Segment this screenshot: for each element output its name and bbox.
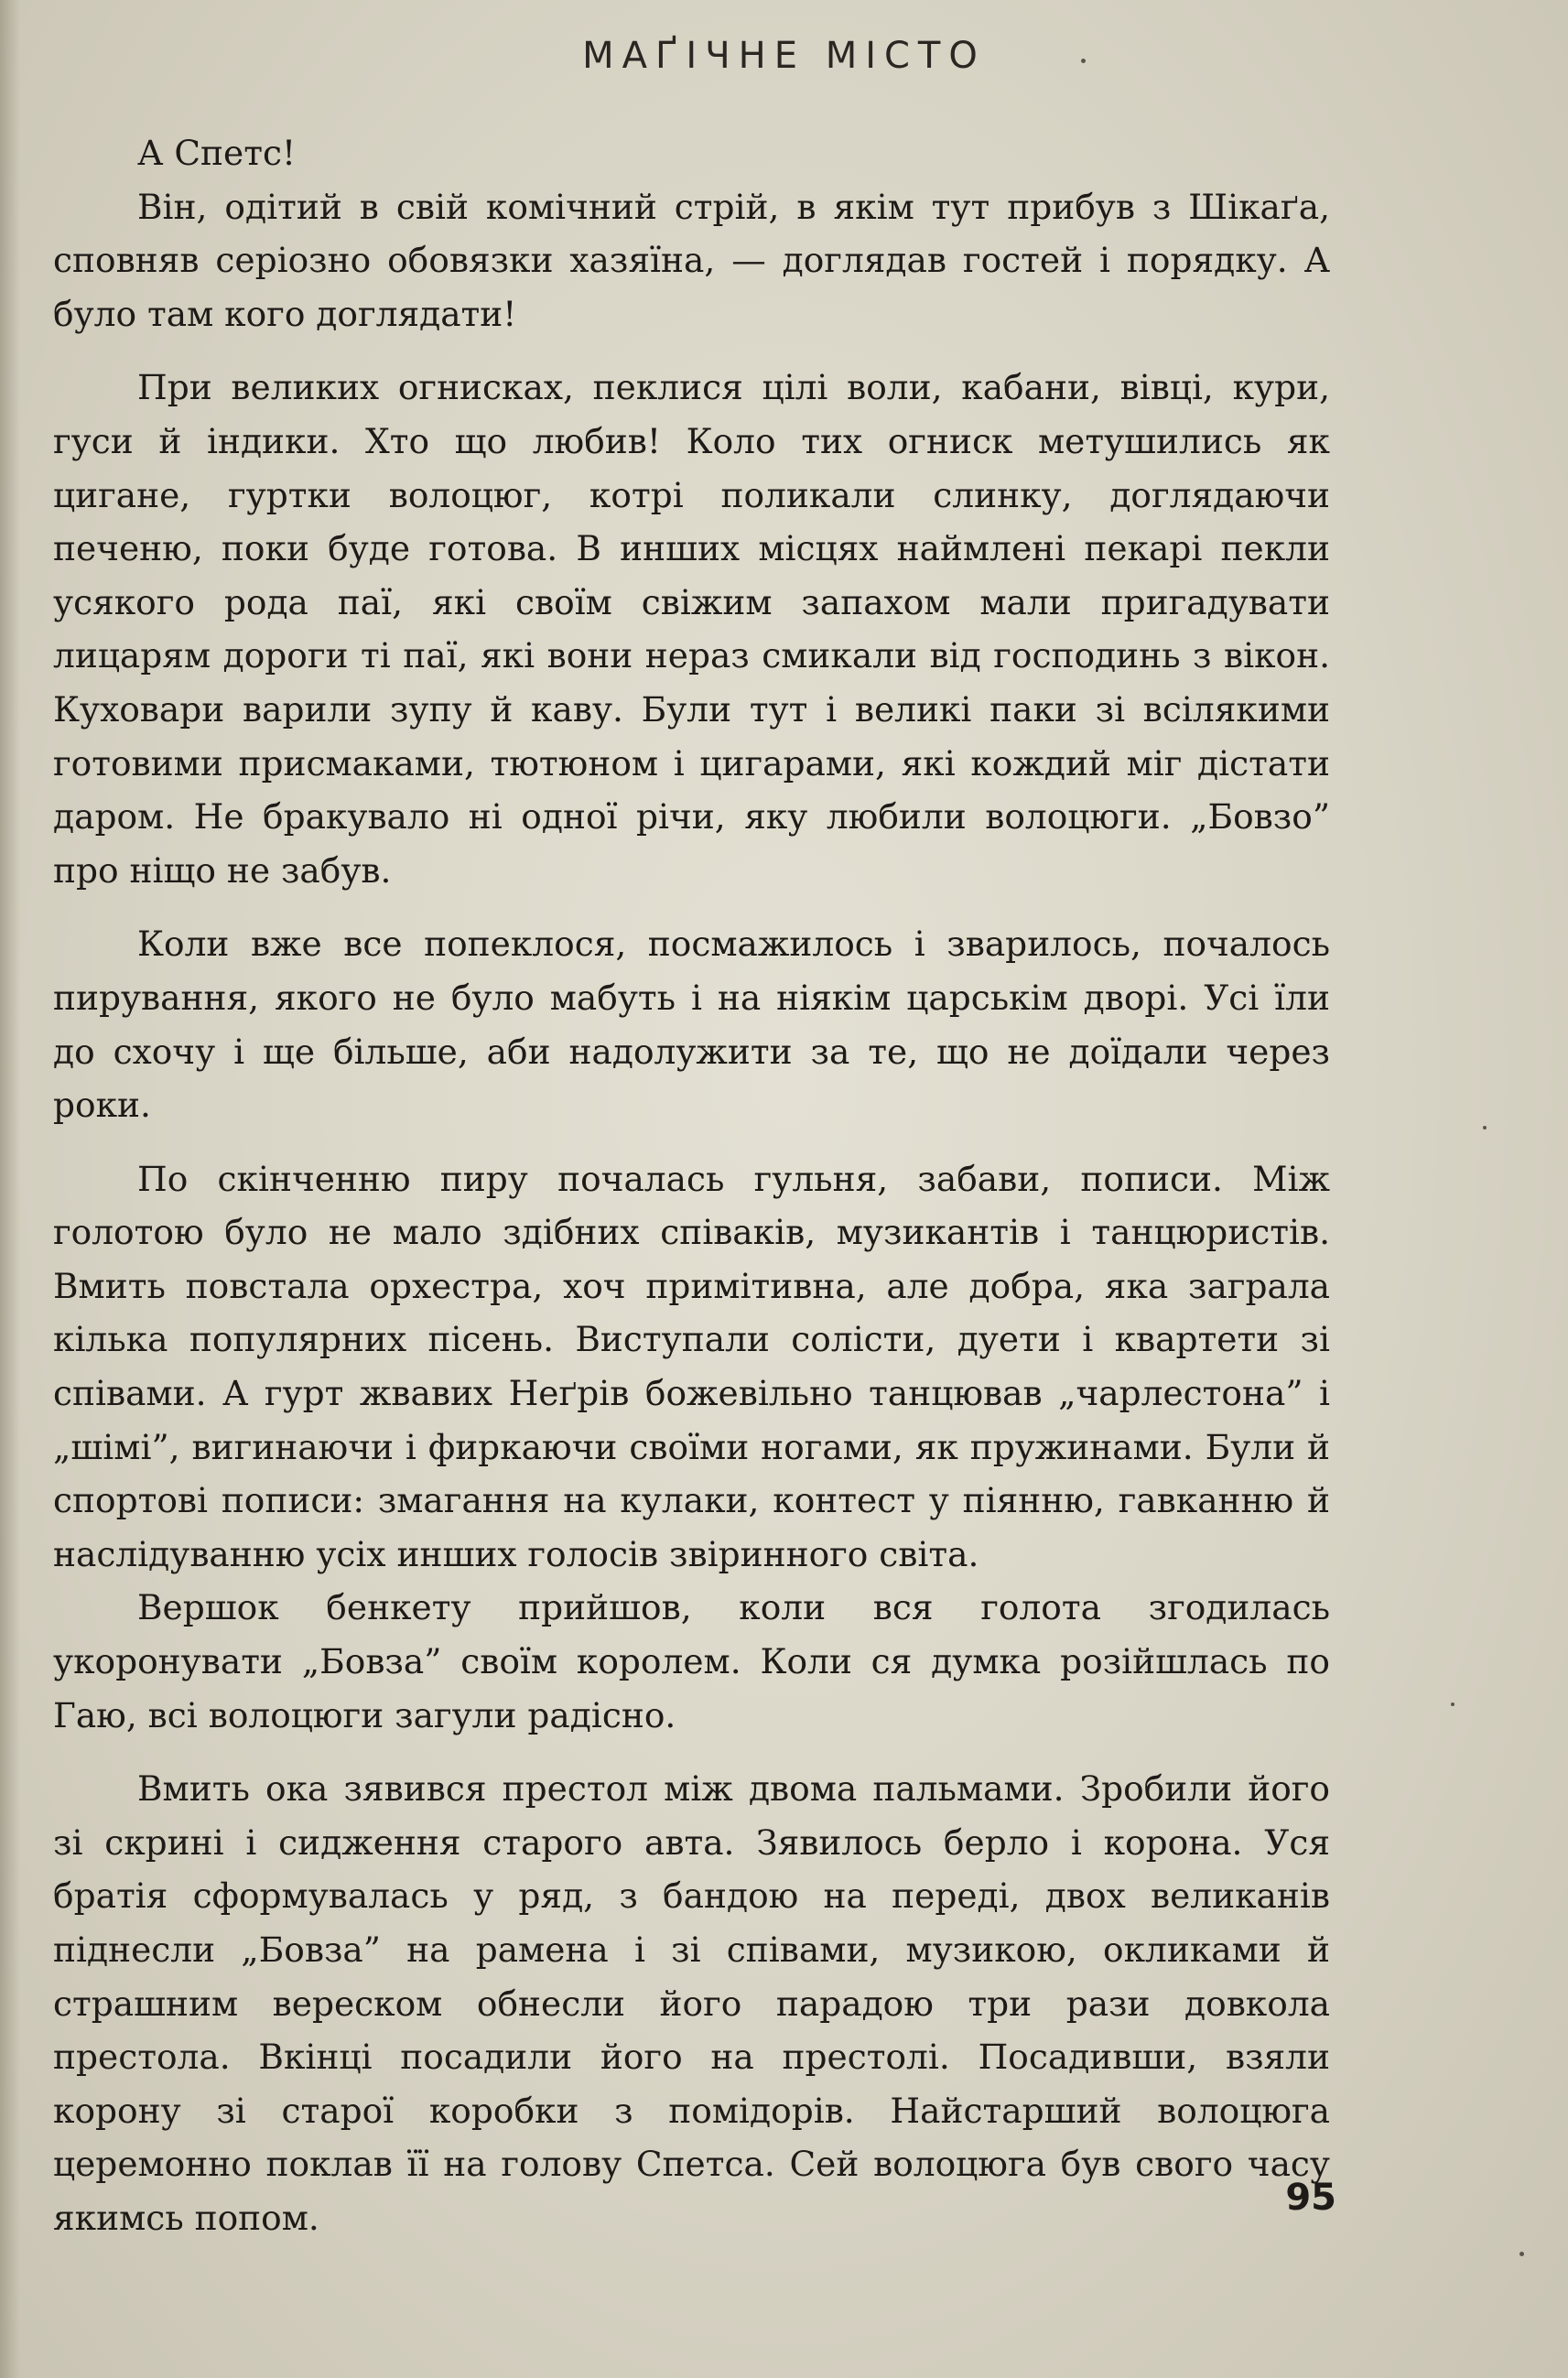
paragraph: Вершок бенкету прийшов, коли вся голота згодилась укоронувати „Бовза” своїм королем. Коли ся думка розійшлась по Гаю, всі волоцюги загули радісно. <box>53 1587 1330 1735</box>
paper-speck <box>1483 1126 1487 1130</box>
paragraph: А Спетс! <box>137 133 297 173</box>
running-title: МАҐІЧНЕ МІСТО <box>582 35 986 77</box>
paper-speck <box>1519 2252 1524 2256</box>
paragraph: Він, одітий в свій комічний стрій, в якім тут прибув з Шікаґа, сповняв серіозно обовязки хазяїна, — доглядав гостей і порядку. А було там кого доглядати! <box>53 186 1330 334</box>
paper-speck <box>1451 1702 1454 1706</box>
page-gutter-shadow <box>0 0 20 2378</box>
paper-speck <box>1081 59 1086 63</box>
body-text <box>53 126 1330 2245</box>
paragraph: По скінченню пиру почалась гульня, забави, пописи. Між голотою було не мало здібних співаків, музикантів і танцюристів. Вмить повстала орхестра, хоч примітивна, але добра, яка заграла кілька популярних пісень. Виступали солісти, дуети і квартети зі співами. А гурт жвавих Неґрів божевільно танцював „чарлестона” і „шімі”, вигинаючи і фиркаючи своїми ногами, як пружинами. Були й спортові пописи: змагання на кулаки, контест у піянню, гавканню й наслідуванню усіх инших голосів звіринного світа. <box>53 1158 1330 1574</box>
paragraph: При великих огнисках, пеклися цілі воли, кабани, вівці, кури, гуси й індики. Хто що любив! Коло тих огниск метушились як цигане, гуртки волоцюг, котрі поликали слинку, доглядаючи печеню, поки буде готова. В инших місцях наймлені пекарі пекли усякого рода паї, які своїм свіжим запахом мали пригадувати лицарям дороги ті паї, які вони нераз смикали від господинь з вікон. Куховари варили зупу й каву. Були тут і великі паки зі всілякими готовими присмаками, тютюном і цигарами, які кождий міг дістати даром. Не бракувало ні одної річи, яку любили волоцюги. „Бовзо” про ніщо не забув. <box>53 367 1330 891</box>
paragraph: Коли вже все попеклося, посмажилось і зварилось, почалось пирування, якого не було мабуть і на ніякім царськім дворі. Усі їли до схочу і ще більше, аби надолужити за те, що не доїдали через роки. <box>53 924 1330 1126</box>
paragraph: Вмить ока зявився престол між двома пальмами. Зробили його зі скрині і сидження старого авта. Зявилось берло і корона. Уся братія сформувалась у ряд, з бандою на переді, двох великанів піднесли „Бовза” на рамена і зі співами, музикою, окликами й страшним вереском обнесли його парадою три рази довкола престола. Вкінці посадили його на престолі. Посадивши, взяли корону зі старої коробки з помідорів. Найстарший волоцюга церемонно поклав її на голову Спетса. Сей волоцюга був свого часу якимсь попом. <box>53 1768 1330 2238</box>
page-number: 95 <box>1285 2177 1336 2219</box>
